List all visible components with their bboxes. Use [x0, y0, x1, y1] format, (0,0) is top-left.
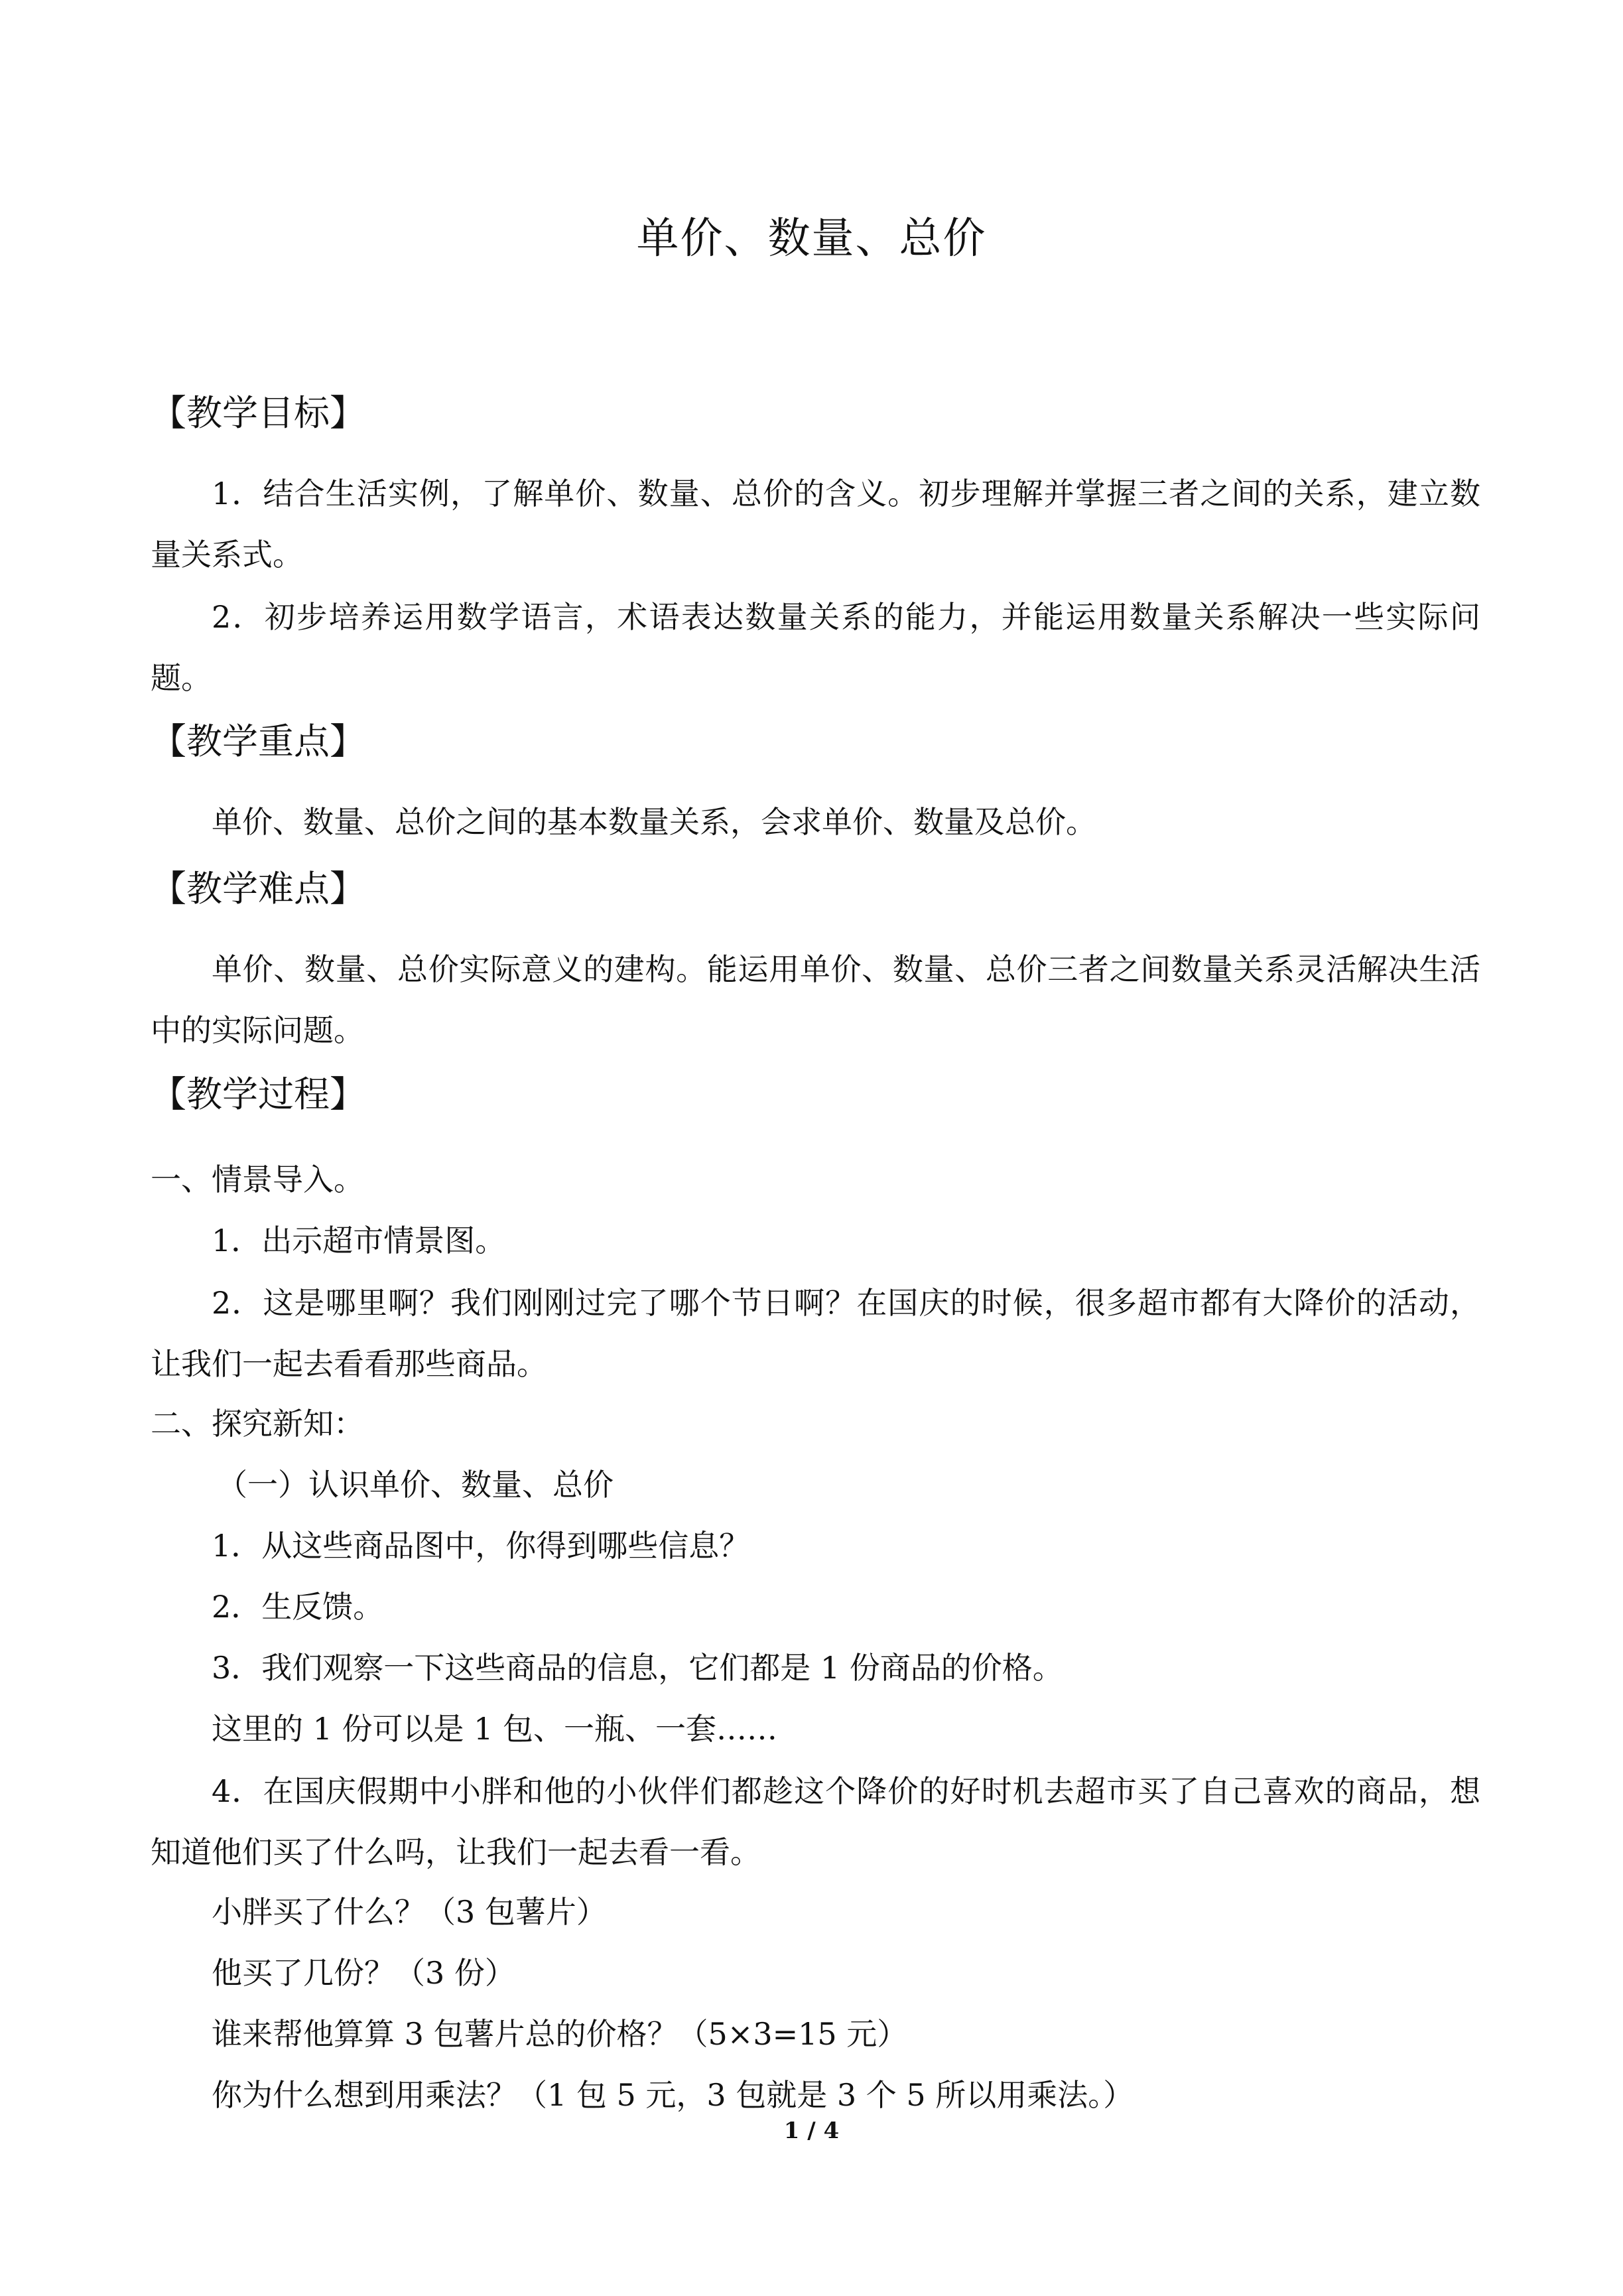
process-part1-item-1: 1．出示超市情景图。 — [212, 1223, 506, 1258]
process-part2-item-9: 你为什么想到用乘法？（1 包 5 元，3 包就是 3 个 5 所以用乘法。） — [212, 2077, 1134, 2113]
difficulties-text: 单价、数量、总价实际意义的建构。能运用单价、数量、总价三者之间数量关系灵活解决生活中的实际问题。 — [151, 951, 1480, 1048]
heading-objectives: 【教学目标】 — [151, 392, 365, 434]
process-part2-item-2: 2．生反馈。 — [212, 1589, 384, 1625]
process-part1-title: 一、情景导入。 — [151, 1162, 364, 1197]
page-title: 单价、数量、总价 — [636, 214, 987, 263]
key-points-text: 单价、数量、总价之间的基本数量关系，会求单价、数量及总价。 — [212, 804, 1096, 840]
process-part2-item-5: 4．在国庆假期中小胖和他的小伙伴们都趁这个降价的好时机去超市买了自己喜欢的商品，想知道他们买了什么吗，让我们一起去看一看。 — [151, 1773, 1480, 1870]
heading-process: 【教学过程】 — [151, 1073, 365, 1115]
process-part2-item-3: 3．我们观察一下这些商品的信息，它们都是 1 份商品的价格。 — [212, 1650, 1063, 1686]
heading-key-points: 【教学重点】 — [151, 720, 365, 762]
process-part2-sub1: （一）认识单价、数量、总价 — [217, 1467, 614, 1503]
objective-item-1: 1．结合生活实例，了解单价、数量、总价的含义。初步理解并掌握三者之间的关系，建立数量关系式。 — [151, 476, 1480, 573]
process-part2-item-6: 小胖买了什么？（3 包薯片） — [212, 1894, 607, 1930]
process-part1-item-2: 2．这是哪里啊？我们刚刚过完了哪个节日啊？在国庆的时候，很多超市都有大降价的活动，让我们一起去看看那些商品。 — [151, 1285, 1480, 1382]
objective-item-2: 2．初步培养运用数学语言，术语表达数量关系的能力，并能运用数量关系解决一些实际问题。 — [151, 599, 1480, 696]
process-part2-item-8: 谁来帮他算算 3 包薯片总的价格？（5×3=15 元） — [212, 2016, 908, 2052]
process-part2-item-7: 他买了几份？（3 份） — [212, 1955, 515, 1991]
process-part2-item-4: 这里的 1 份可以是 1 包、一瓶、一套…… — [212, 1711, 778, 1747]
process-part2-title: 二、探究新知： — [151, 1406, 364, 1442]
process-part2-item-1: 1．从这些商品图中，你得到哪些信息？ — [212, 1528, 750, 1564]
heading-difficulties: 【教学难点】 — [151, 868, 365, 910]
page-number: 1 / 4 — [783, 2118, 840, 2144]
